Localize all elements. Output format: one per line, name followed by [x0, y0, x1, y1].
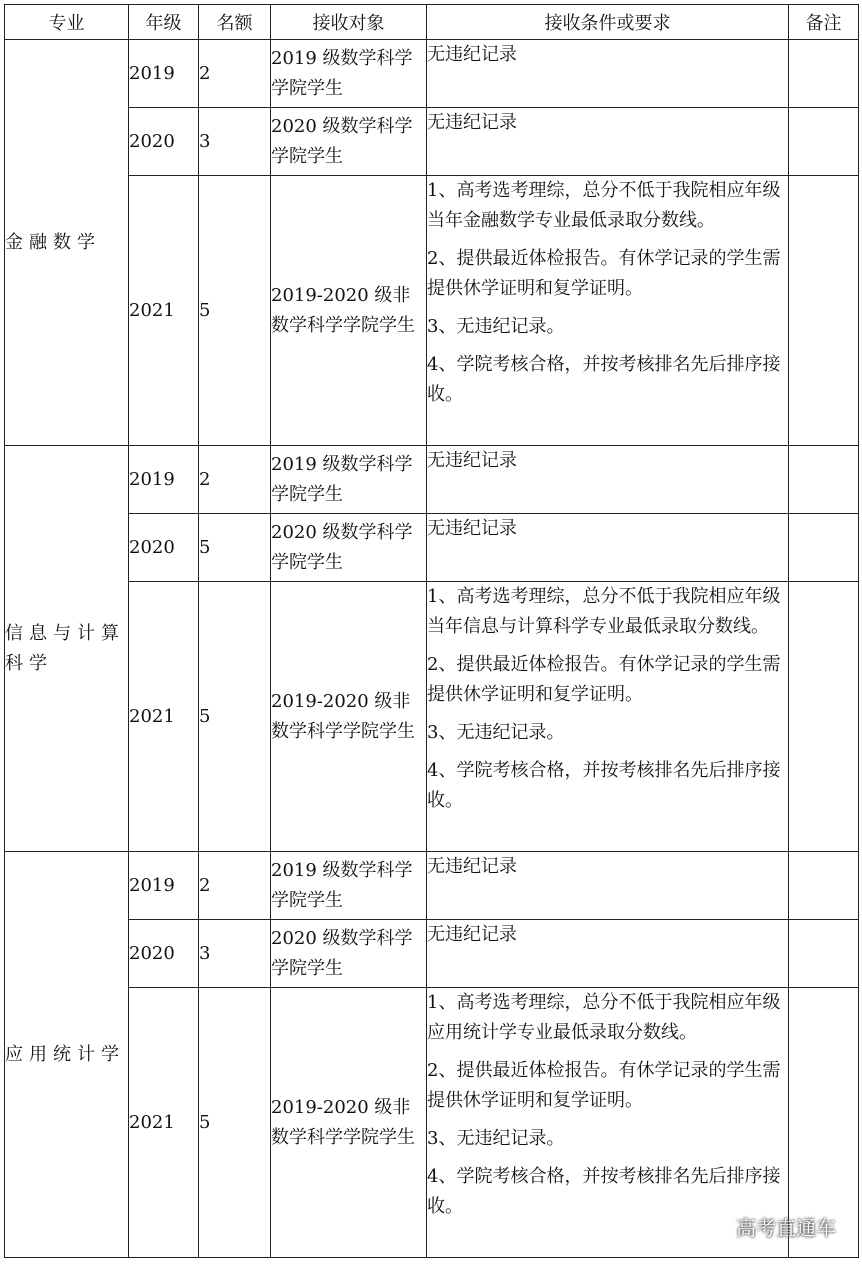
quota-cell: 2: [199, 40, 271, 108]
note-cell: [789, 852, 859, 920]
note-cell: [789, 176, 859, 446]
condition-item: 1、高考选考理综，总分不低于我院相应年级当年信息与计算科学专业最低录取分数线。: [427, 586, 781, 637]
conditions-cell: [427, 40, 789, 108]
conditions-cell: [427, 108, 789, 176]
quota-cell: 2: [199, 446, 271, 514]
target-cell: 2019-2020 级非数学科学学院学生: [271, 988, 427, 1258]
major-cell: 应用统计学: [5, 852, 129, 1258]
grade-cell: 2019: [129, 852, 199, 920]
header-grade: 年级: [129, 5, 199, 40]
table-row: [5, 108, 859, 176]
conditions-cell: [427, 852, 789, 920]
note-cell: [789, 40, 859, 108]
conditions-cell: [427, 176, 789, 446]
header-row: [5, 5, 859, 40]
header-quota: 名额: [199, 5, 271, 40]
target-cell: 2020 级数学科学学院学生: [271, 108, 427, 176]
conditions-cell: [427, 514, 789, 582]
quota-cell: 5: [199, 988, 271, 1258]
quota-cell: 3: [199, 920, 271, 988]
condition-item: 2、提供最近体检报告。有休学记录的学生需提供休学证明和复学证明。: [427, 248, 781, 299]
conditions-cell: [427, 988, 789, 1258]
table-row: [5, 514, 859, 582]
target-cell: 2019 级数学科学学院学生: [271, 446, 427, 514]
header-target: 接收对象: [271, 5, 427, 40]
condition-item: 1、高考选考理综，总分不低于我院相应年级当年金融数学专业最低录取分数线。: [427, 180, 781, 231]
major-cell: 信息与计算科学: [5, 446, 129, 852]
grade-cell: 2020: [129, 108, 199, 176]
quota-cell: 2: [199, 852, 271, 920]
target-cell: 2019-2020 级非数学科学学院学生: [271, 176, 427, 446]
watermark: 高考直通车: [736, 1216, 836, 1240]
conditions-cell: [427, 446, 789, 514]
table-row: [5, 446, 859, 514]
header-note: 备注: [789, 5, 859, 40]
major-cell: 金融数学: [5, 40, 129, 446]
condition-item: 3、无违纪记录。: [427, 722, 565, 743]
condition-item: 无违纪记录: [427, 112, 517, 133]
note-cell: [789, 582, 859, 852]
condition-item: 3、无违纪记录。: [427, 316, 565, 337]
condition-item: 2、提供最近体检报告。有休学记录的学生需提供休学证明和复学证明。: [427, 654, 781, 705]
grade-cell: 2021: [129, 988, 199, 1258]
condition-item: 无违纪记录: [427, 924, 517, 945]
condition-item: 4、学院考核合格，并按考核排名先后排序接收。: [427, 1166, 781, 1217]
target-cell: 2020 级数学科学学院学生: [271, 514, 427, 582]
note-cell: [789, 920, 859, 988]
transfer-quota-table: [4, 4, 859, 1258]
quota-cell: 5: [199, 514, 271, 582]
note-cell: [789, 108, 859, 176]
conditions-cell: [427, 582, 789, 852]
condition-item: 3、无违纪记录。: [427, 1128, 565, 1149]
target-cell: 2019 级数学科学学院学生: [271, 40, 427, 108]
table-row: [5, 988, 859, 1258]
condition-item: 无违纪记录: [427, 856, 517, 877]
conditions-cell: [427, 920, 789, 988]
grade-cell: 2020: [129, 514, 199, 582]
table-row: [5, 852, 859, 920]
condition-item: 4、学院考核合格，并按考核排名先后排序接收。: [427, 354, 781, 405]
grade-cell: 2021: [129, 176, 199, 446]
table-row: [5, 920, 859, 988]
header-major: 专业: [5, 5, 129, 40]
target-cell: 2019-2020 级非数学科学学院学生: [271, 582, 427, 852]
quota-cell: 5: [199, 176, 271, 446]
grade-cell: 2019: [129, 446, 199, 514]
table-row: [5, 40, 859, 108]
target-cell: 2019 级数学科学学院学生: [271, 852, 427, 920]
condition-item: 无违纪记录: [427, 450, 517, 471]
header-conditions: 接收条件或要求: [427, 5, 789, 40]
grade-cell: 2021: [129, 582, 199, 852]
condition-item: 2、提供最近体检报告。有休学记录的学生需提供休学证明和复学证明。: [427, 1060, 781, 1111]
quota-cell: 5: [199, 582, 271, 852]
target-cell: 2020 级数学科学学院学生: [271, 920, 427, 988]
condition-item: 无违纪记录: [427, 44, 517, 65]
table-row: [5, 582, 859, 852]
condition-item: 4、学院考核合格，并按考核排名先后排序接收。: [427, 760, 781, 811]
grade-cell: 2019: [129, 40, 199, 108]
note-cell: [789, 514, 859, 582]
condition-item: 1、高考选考理综，总分不低于我院相应年级应用统计学专业最低录取分数线。: [427, 992, 781, 1043]
condition-item: 无违纪记录: [427, 518, 517, 539]
quota-cell: 3: [199, 108, 271, 176]
table-row: [5, 176, 859, 446]
grade-cell: 2020: [129, 920, 199, 988]
note-cell: [789, 446, 859, 514]
